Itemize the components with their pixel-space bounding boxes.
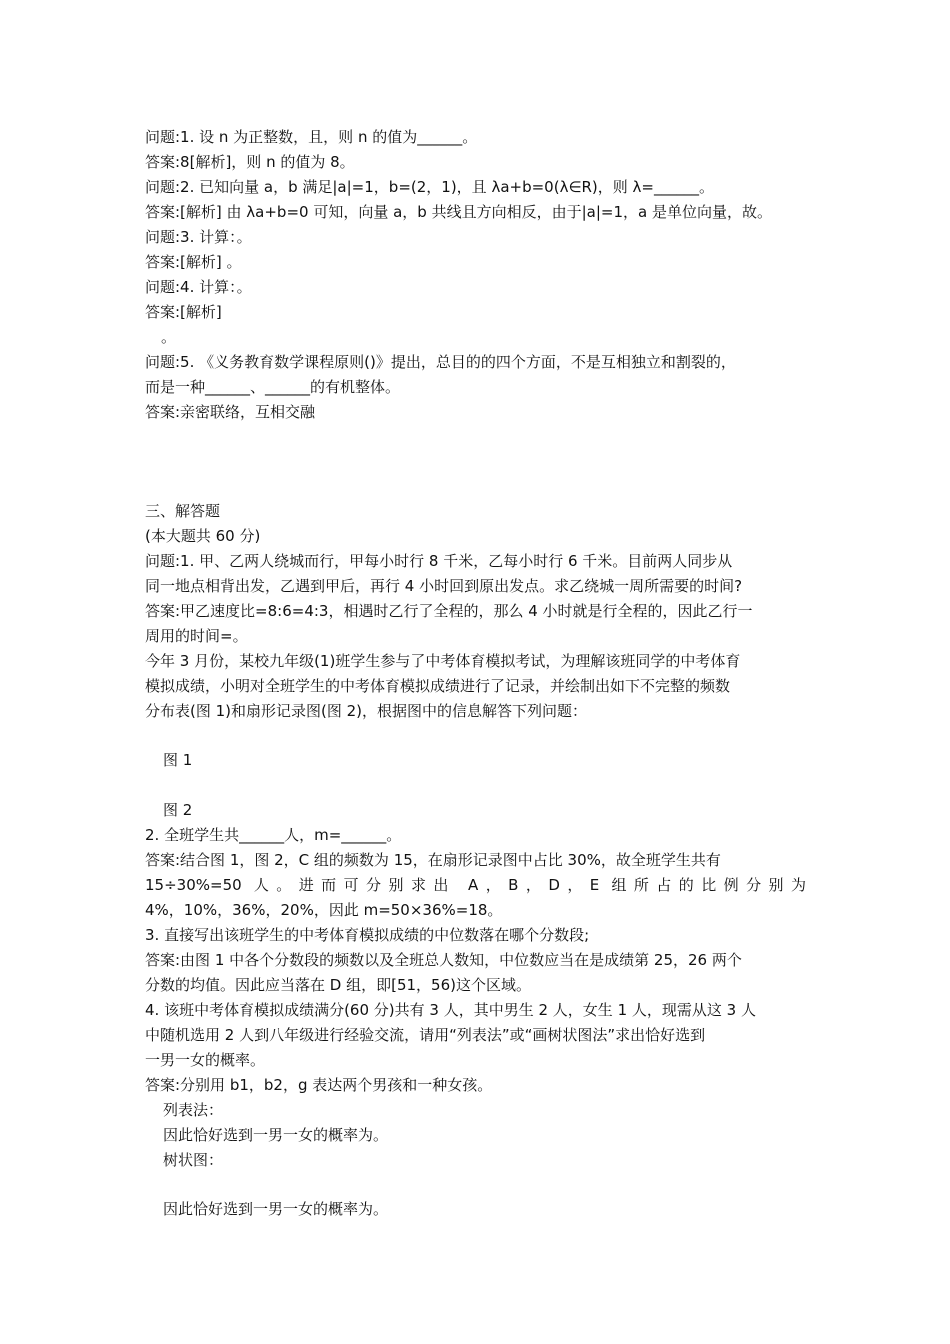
question-1: 问题:1. 设 n 为正整数，且，则 n 的值为______。 [145,128,478,146]
sub-question-2: 2. 全班学生共______人，m=______。 [145,826,402,844]
figure-1-label: 图 1 [163,751,193,769]
tree-diagram-result: 因此恰好选到一男一女的概率为。 [163,1200,389,1218]
problem-2-intro-line-3: 分布表(图 1)和扇形记录图(图 2)，根据图中的信息解答下列问题： [145,702,588,720]
sub-question-4-line-1: 4. 该班中考体育模拟成绩满分(60 分)共有 3 人，其中男生 2 人，女生 1 人，现需从这 3 人 [145,1001,756,1019]
answer-2: 答案:[解析] 由 λa+b=0 可知，向量 a，b 共线且方向相反，由于|a|=1，a 是单位向量，故。 [145,203,772,221]
figure-2-label: 图 2 [163,801,193,819]
sub-question-4-line-2: 中随机选用 2 人到八年级进行经验交流，请用“列表法”或“画树状图法”求出恰好选到 [145,1026,706,1044]
sub-answer-2-line-2: 15÷30%=50 人。进而可分别求出 A，B，D，E 组所占的比例分别为 [145,876,806,894]
problem-1-line-2: 同一地点相背出发，乙遇到甲后，再行 4 小时回到原出发点。求乙绕城一周所需要的时间? [145,577,743,595]
answer-4-continuation: 。 [161,328,177,346]
section-score-note: (本大题共 60 分) [145,527,261,545]
sub-question-4-line-3: 一男一女的概率。 [145,1051,266,1069]
problem-1-answer-line-1: 答案:甲乙速度比=8:6=4:3，相遇时乙行了全程的，那么 4 小时就是行全程的，因此乙行一 [145,602,753,620]
answer-4: 答案:[解析] [145,303,222,321]
answer-3: 答案:[解析] 。 [145,253,242,271]
question-3: 问题:3. 计算：。 [145,228,252,246]
question-5-line-1: 问题:5. 《义务教育数学课程原则()》提出，总目的的四个方面，不是互相独立和割裂的， [145,353,736,371]
sub-answer-2-line-3: 4%，10%，36%，20%，因此 m=50×36%=18。 [145,901,503,919]
sub-question-3: 3. 直接写出该班学生的中考体育模拟成绩的中位数落在哪个分数段; [145,926,590,944]
question-5-line-2: 而是一种______、______的有机整体。 [145,378,401,396]
problem-1-line-1: 问题:1. 甲、乙两人绕城而行，甲每小时行 8 千米，乙每小时行 6 千米。目前两人同步从 [145,552,733,570]
sub-answer-4: 答案:分别用 b1，b2，g 表达两个男孩和一种女孩。 [145,1076,493,1094]
problem-1-answer-line-2: 周用的时间=。 [145,627,248,645]
question-2: 问题:2. 已知向量 a，b 满足|a|=1，b=(2，1)，且 λa+b=0(λ∈R)，则 λ=______。 [145,178,714,196]
problem-2-intro-line-1: 今年 3 月份，某校九年级(1)班学生参与了中考体育模拟考试，为理解该班同学的中考体育 [145,652,741,670]
section-heading: 三、解答题 [145,502,221,520]
table-method-result: 因此恰好选到一男一女的概率为。 [163,1126,389,1144]
sub-answer-2-line-1: 答案:结合图 1，图 2，C 组的频数为 15，在扇形记录图中占比 30%，故全班学生共有 [145,851,721,869]
sub-answer-3-line-1: 答案:由图 1 中各个分数段的频数以及全班总人数知，中位数应当在是成绩第 25，26 两个 [145,951,742,969]
problem-2-intro-line-2: 模拟成绩，小明对全班学生的中考体育模拟成绩进行了记录，并绘制出如下不完整的频数 [145,677,731,695]
table-method-label: 列表法： [163,1101,224,1119]
sub-answer-3-line-2: 分数的均值。因此应当落在 D 组，即[51，56)这个区域。 [145,976,531,994]
answer-1: 答案:8[解析]，则 n 的值为 8。 [145,153,355,171]
tree-diagram-label: 树状图： [163,1151,224,1169]
question-4: 问题:4. 计算：。 [145,278,252,296]
answer-5: 答案:亲密联络，互相交融 [145,403,316,421]
